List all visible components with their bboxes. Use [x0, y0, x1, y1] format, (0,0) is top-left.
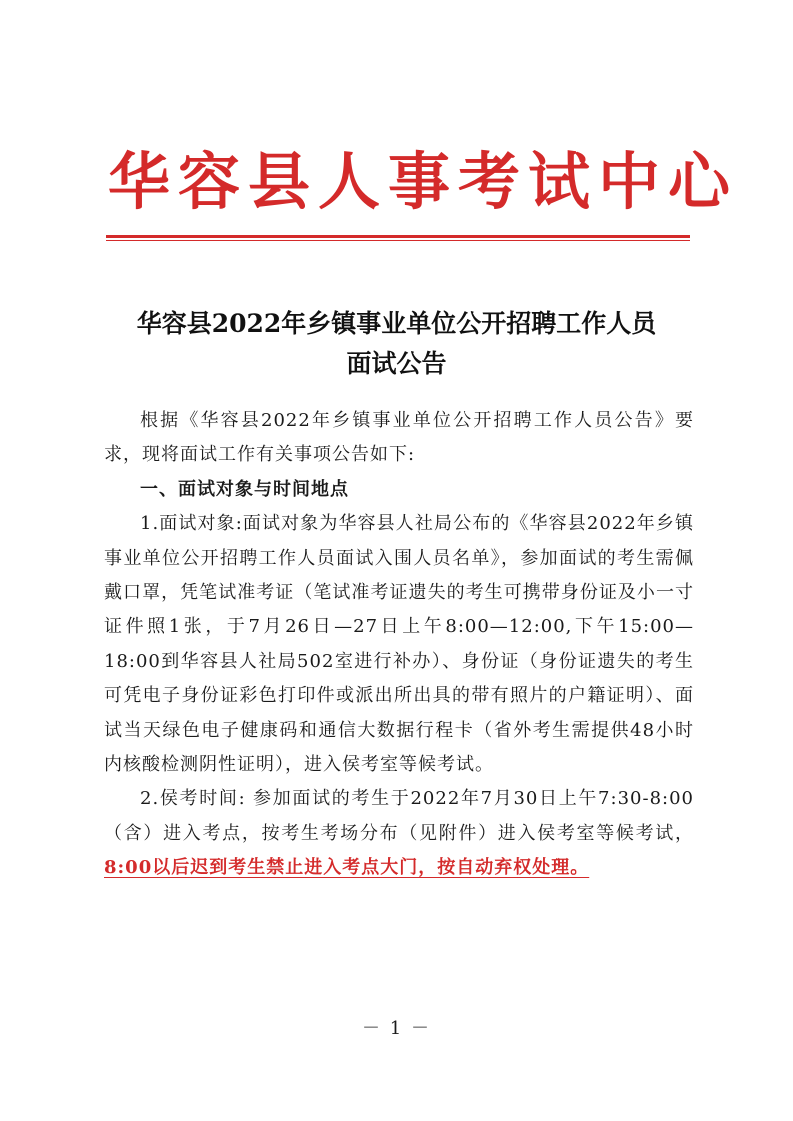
item2-text: 2.侯考时间: 参加面试的考生于2022年7月30日上午7:30-8:00（含）进入考点，按考生考场分布（见附件）进入侯考室等候考试，: [104, 788, 694, 844]
header-divider-thin: [106, 240, 690, 241]
intro-paragraph: 根据《华容县2022年乡镇事业单位公开招聘工作人员公告》要求，现将面试工作有关事项公告如下:: [104, 410, 694, 466]
org-masthead: 华容县人事考试中心: [108, 145, 739, 218]
item2-emphasis: 8:00以后迟到考生禁止进入考点大门，按自动弃权处理。: [104, 857, 590, 879]
header-divider-thick: [106, 235, 690, 238]
section1-heading: 一、面试对象与时间地点: [140, 478, 349, 500]
page-number: － 1 －: [362, 1018, 431, 1039]
notice-title-line2: 面试公告: [346, 349, 447, 378]
notice-title-line1: 华容县2022年乡镇事业单位公开招聘工作人员: [136, 309, 657, 338]
item2-paragraph: [104, 782, 694, 885]
item1-paragraph: 1.面试对象:面试对象为华容县人社局公布的《华容县2022年乡镇事业单位公开招聘工作人员面试入围人员名单》，参加面试的考生需佩戴口罩，凭笔试准考证（笔试准考证遗失的考生可携带身份证及小一寸证件照1张，于7月26日—27日上午8:00—12:00,下午15:00—18:00到华容县人社局502室进行补办）、身份证（身份证遗失的考生可凭电子身份证彩色打印件或派出所出具的带有照片的户籍证明）、面试当天绿色电子健康码和通信大数据行程卡（省外考生需提供48小时内核酸检测阴性证明），进入侯考室等候考试。: [104, 513, 694, 776]
notice-body: [104, 404, 694, 886]
